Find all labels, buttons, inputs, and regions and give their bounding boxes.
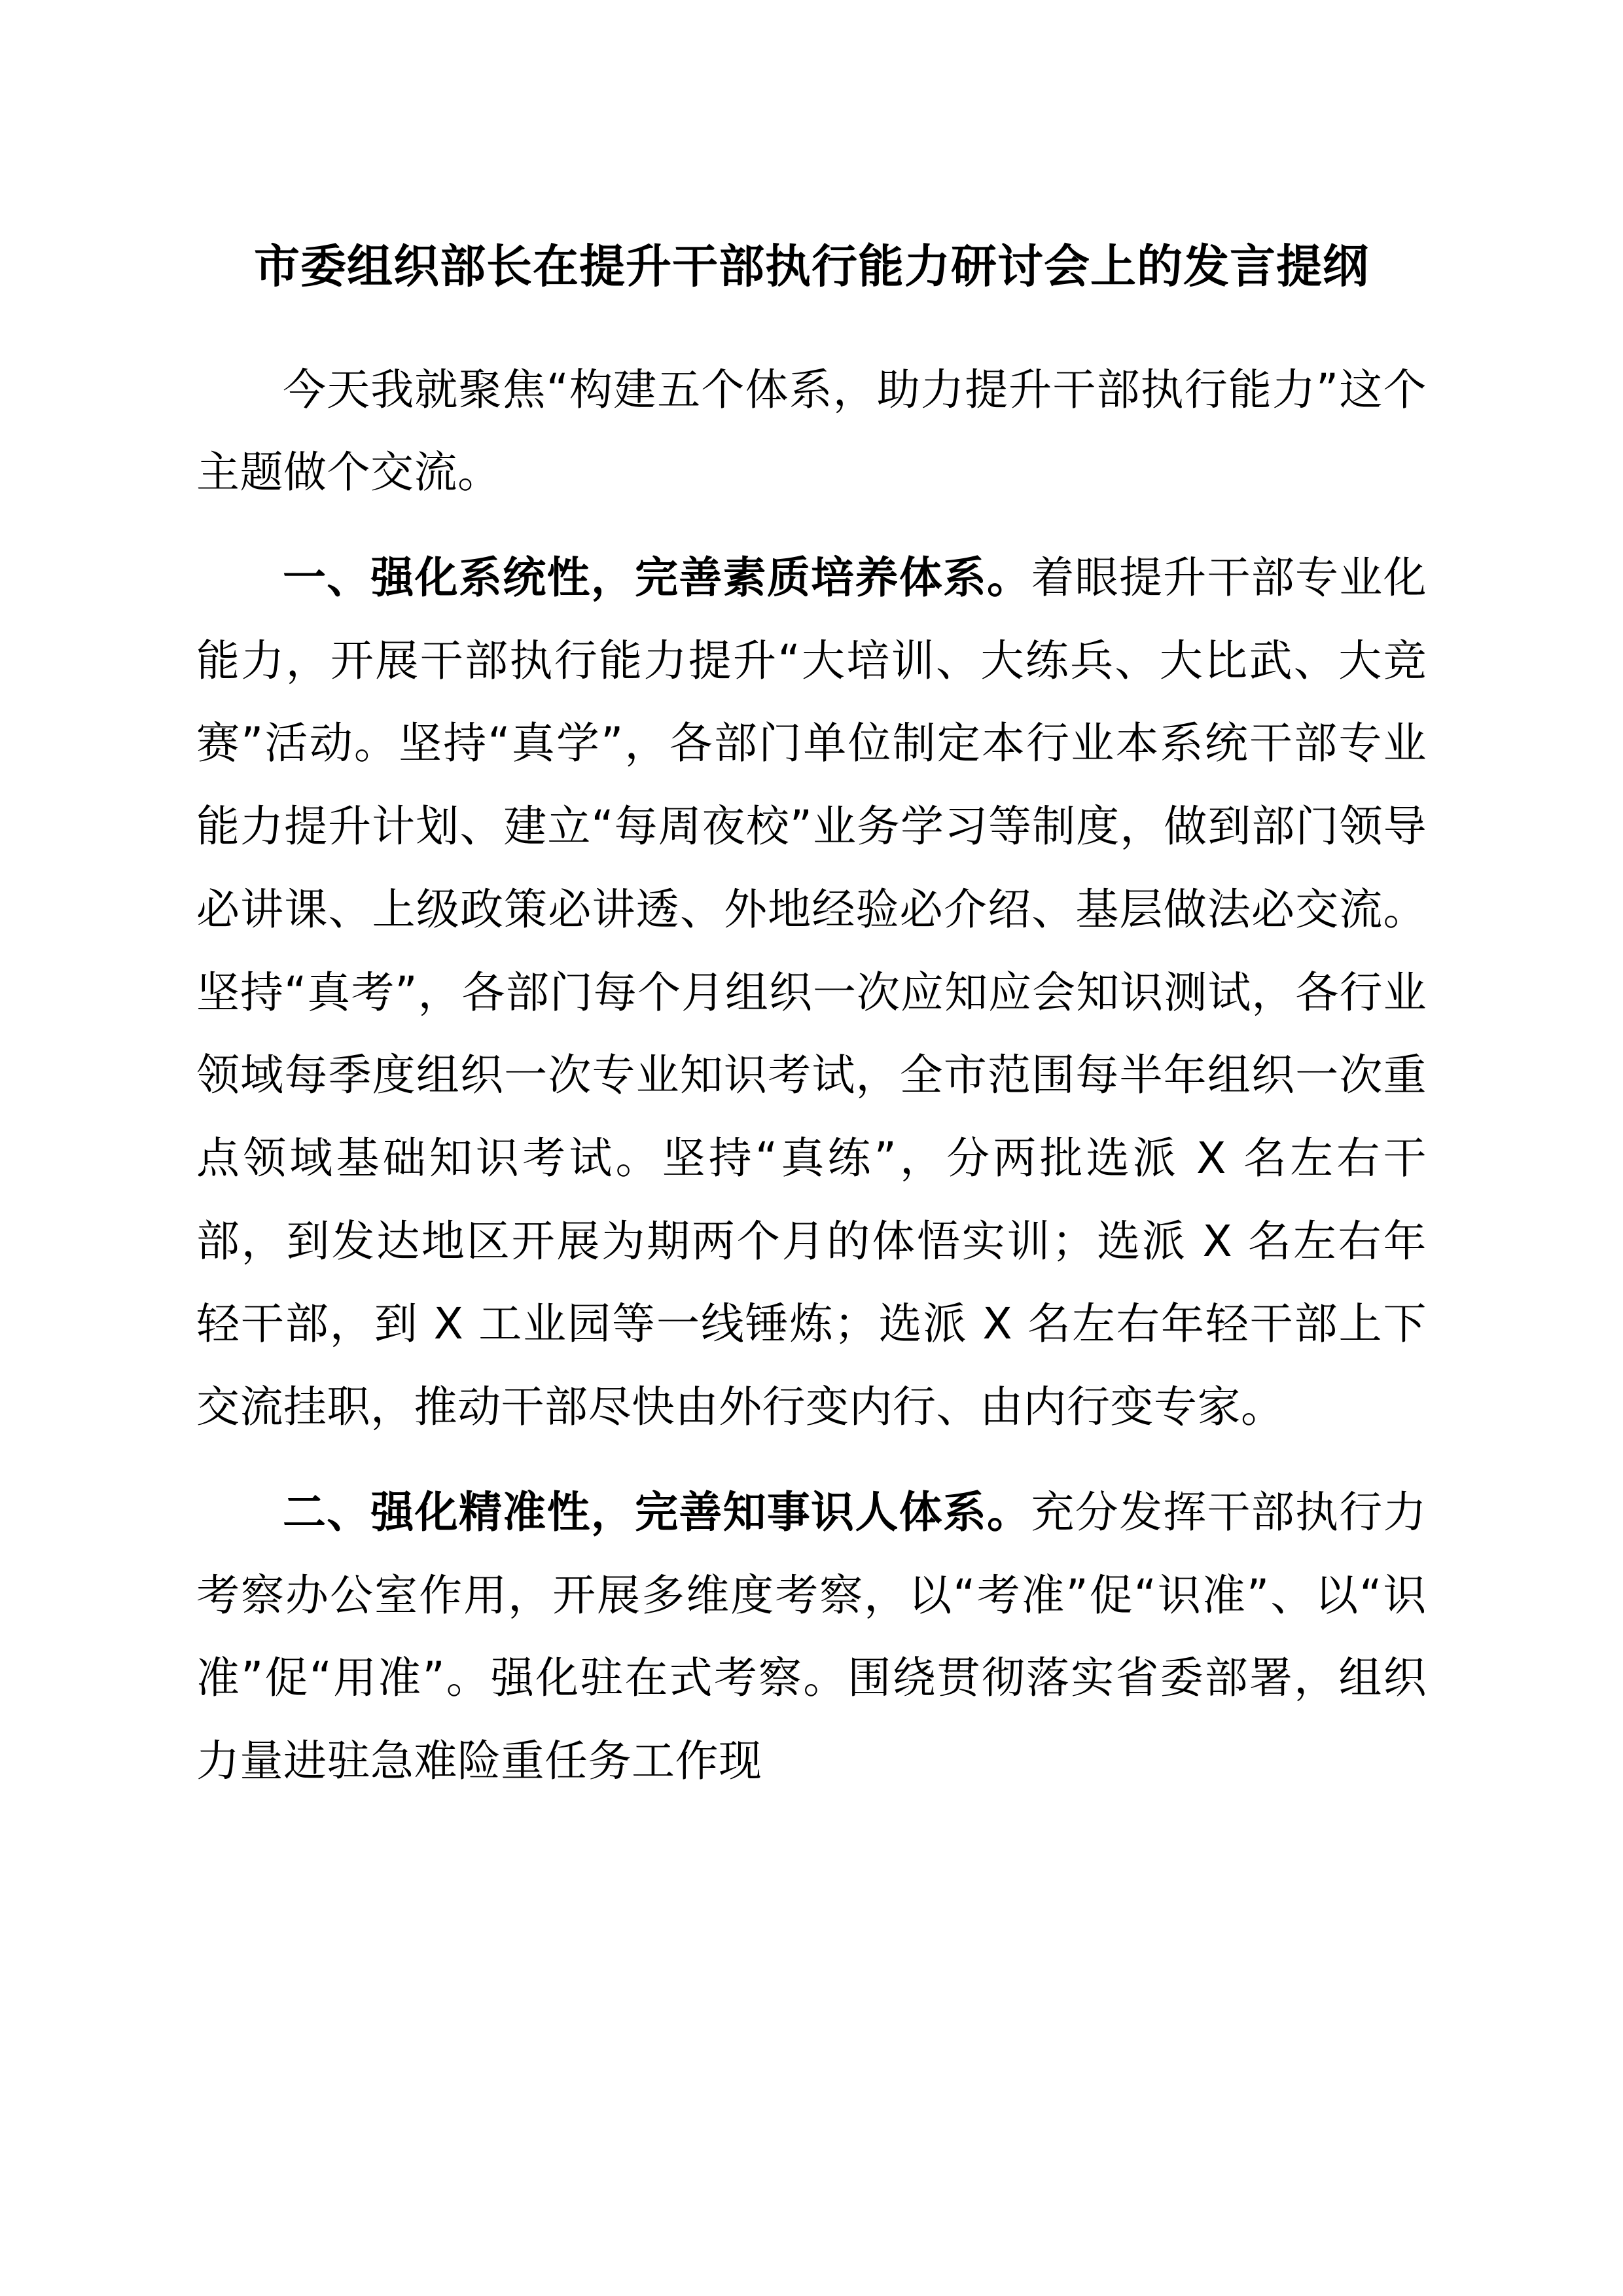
paragraph-body: 充分发挥干部执行力考察办公室作用，开展多维度考察，以“考准”促“识准”、以“识准”促“用准”。强化驻在式考察。围绕贯彻落实省委部署，组织力量进驻急难险重任务工作现 [196,1486,1427,1786]
paragraph-section-two [196,1471,1427,1803]
section-heading-two: 二、强化精准性，完善知事识人体系。 [283,1486,1031,1537]
paragraph-section-one [196,537,1427,1449]
paragraph-body: 着眼提升干部专业化能力，开展干部执行能力提升“大培训、大练兵、大比武、大竞赛”活动。坚持“真学”，各部门单位制定本行业本系统干部专业能力提升计划、建立“每周夜校”业务学习等制度，做到部门领导必讲课、上级政策必讲透、外地经验必介绍、基层做法必交流。坚持“真考”，各部门每个月组织一次应知应会知识测试，各行业领域每季度组织一次专业知识考试，全市范围每半年组织一次重点领域基础知识考试。坚持“真练”，分两批选派 X 名左右干部，到发达地区开展为期两个月的体悟实训；选派 X 名左右年轻干部，到 X 工业园等一线锤炼；选派 X 名左右年轻干部上下交流挂职，推动干部尽快由外行变内行、由内行变专家。 [196,552,1427,1433]
paragraph-body: 今天我就聚焦“构建五个体系，助力提升干部执行能力”这个主题做个交流。 [196,364,1427,498]
section-heading-one: 一、强化系统性，完善素质培养体系。 [283,552,1031,603]
page-title: 市委组织部长在提升干部执行能力研讨会上的发言提纲 [254,240,1369,293]
paragraph-intro [196,349,1427,514]
